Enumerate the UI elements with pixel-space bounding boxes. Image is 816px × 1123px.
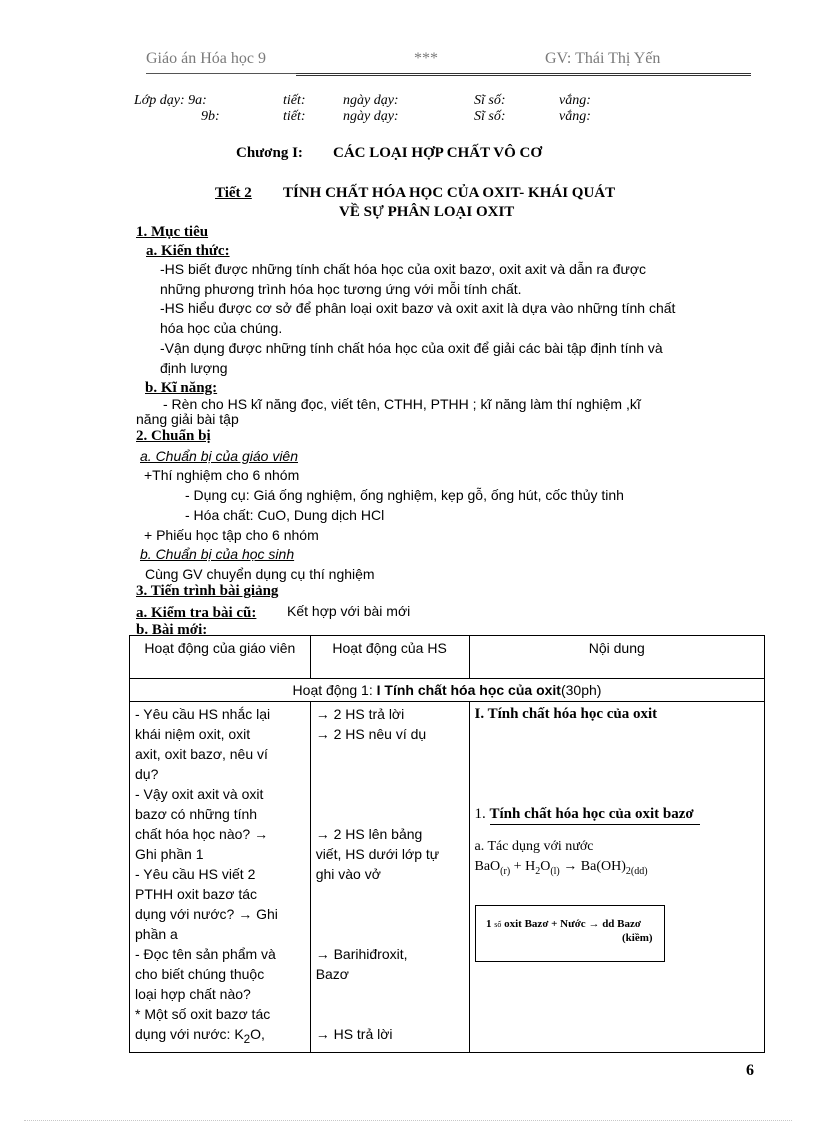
knowledge-line-5: -Vận dụng được những tính chất hóa học của oxit để giải các bài tập định tính và	[160, 340, 663, 356]
hs-line: → Barihiđroxit,	[315, 946, 408, 962]
header-content: Nội dung	[469, 636, 765, 679]
content-spacer	[475, 825, 760, 837]
content-spacer	[475, 724, 760, 804]
content-a-title: a. Tác dụng với nước	[474, 839, 594, 854]
section3-a-title: a. Kiểm tra bài cũ:	[136, 605, 257, 621]
section2-title: 2. Chuẩn bị	[136, 428, 211, 444]
gv-line: - Yêu cầu HS viết 2	[135, 866, 256, 882]
gv-line: dụng với nước? → Ghi	[135, 906, 278, 922]
class-9a-ngay: ngày dạy:	[343, 93, 399, 108]
header-student-activity: Hoạt động của HS	[310, 636, 469, 679]
gv-line: - Yêu cầu HS nhắc lại	[135, 706, 271, 722]
hs-line: → 2 HS trả lời	[315, 706, 405, 722]
gv-line-last: dụng với nước: $K_2O$,	[135, 1026, 265, 1046]
section3-a-text: Kết hợp với bài mới	[287, 603, 411, 619]
lesson-table	[129, 635, 765, 1053]
teacher-prep-2: - Dụng cụ: Giá ống nghiệm, ống nghiệm, kẹp gỗ, ống hút, cốc thủy tinh	[185, 487, 624, 503]
header-left: Giáo án Hóa học 9	[146, 50, 266, 67]
gv-line: axit, oxit bazơ, nêu ví	[135, 746, 268, 762]
hs-spacer	[316, 884, 464, 944]
class-9b-ngay: ngày dạy:	[343, 109, 399, 124]
header-center: ***	[414, 50, 438, 67]
hs-spacer	[316, 744, 464, 824]
section1-a-title: a. Kiến thức:	[146, 243, 230, 259]
student-prep: Cùng GV chuyển dụng cụ thí nghiệm	[145, 566, 375, 582]
gv-line: loại hợp chất nào?	[135, 986, 251, 1002]
knowledge-line-3: -HS hiểu được cơ sở để phân loại oxit bazơ và oxit axit là dựa vào những tính chất	[160, 300, 676, 316]
hs-line: viết, HS dưới lớp tự	[315, 846, 440, 862]
summary-box-line1: 1 số oxit Bazơ + Nước → dd Bazơ	[486, 918, 641, 930]
hs-spacer	[316, 984, 464, 1024]
class-9a-label: Lớp dạy: 9a:	[134, 93, 207, 108]
teacher-activity-cell	[130, 702, 311, 1053]
content-subtitle-1: 1. Tính chất hóa học của oxit bazơ	[475, 804, 760, 825]
hs-line: ghi vào vở	[315, 866, 381, 882]
knowledge-line-6: định lượng	[160, 360, 228, 376]
header-double-rule	[296, 73, 751, 78]
gv-line: * Một số oxit bazơ tác	[135, 1006, 271, 1022]
class-9a-tiet: tiết:	[283, 93, 306, 108]
section2-b-title: b. Chuẩn bị của học sinh	[140, 546, 295, 562]
class-9b-label: 9b:	[201, 109, 220, 124]
class-9a-vang: vắng:	[559, 93, 591, 108]
lesson-label: Tiết 2	[215, 185, 252, 201]
gv-line: khái niệm oxit, oxit	[135, 726, 251, 742]
gv-line: PTHH oxit bazơ tác	[135, 886, 257, 902]
section2-a-title: a. Chuẩn bị của giáo viên	[140, 448, 298, 464]
hs-line: Bazơ	[315, 966, 349, 982]
table-header-row	[130, 636, 765, 679]
student-activity-cell	[310, 702, 469, 1053]
activity-row	[130, 679, 765, 702]
header-right: GV: Thái Thị Yến	[545, 50, 661, 67]
content-title: I. Tính chất hóa học của oxit	[474, 706, 658, 722]
knowledge-line-4: hóa học của chúng.	[160, 320, 283, 336]
chapter-label: Chương I:	[236, 145, 303, 161]
table-row	[130, 702, 765, 1053]
teacher-prep-3: - Hóa chất: CuO, Dung dịch HCl	[185, 507, 385, 523]
lesson-title-line1: TÍNH CHẤT HÓA HỌC CỦA OXIT- KHÁI QUÁT	[283, 185, 616, 201]
teacher-prep-1: +Thí nghiệm cho 6 nhóm	[144, 467, 300, 483]
header-underline-left	[146, 73, 296, 74]
summary-box-line2: (kiềm)	[622, 932, 653, 944]
hs-line: → 2 HS lên bảng	[315, 826, 423, 842]
gv-line: - Đọc tên sản phẩm và	[135, 946, 276, 962]
gv-line: bazơ có những tính	[135, 806, 258, 822]
chapter-title: CÁC LOẠI HỢP CHẤT VÔ CƠ	[333, 145, 543, 161]
reaction-equation: $BaO_{(r)} + H_2O_{(l)} \to Ba(OH)_{2(dd)}$	[474, 859, 648, 877]
section1-b-title: b. Kĩ năng:	[145, 380, 218, 396]
content-cell	[469, 702, 765, 1053]
gv-line: chất hóa học nào? →	[135, 826, 269, 842]
header-teacher-activity: Hoạt động của giáo viên	[130, 636, 311, 679]
skill-line-2: năng giải bài tập	[136, 411, 239, 427]
teacher-prep-4: + Phiếu học tập cho 6 nhóm	[144, 527, 319, 543]
class-9b-vang: vắng:	[559, 109, 591, 124]
knowledge-line-1: -HS biết được những tính chất hóa học của oxit bazơ, oxit axit và dẫn ra được	[160, 261, 647, 277]
class-9b-si-so: Sĩ số:	[474, 109, 506, 124]
gv-line: Ghi phần 1	[135, 846, 204, 862]
gv-line: phần a	[135, 926, 178, 942]
skill-line-1: - Rèn cho HS kĩ năng đọc, viết tên, CTHH, PTHH ; kĩ năng làm thí nghiệm ,kĩ	[163, 396, 641, 412]
hs-line: → 2 HS nêu ví dụ	[315, 726, 427, 742]
gv-line: dụ?	[135, 766, 159, 782]
summary-box	[475, 905, 665, 962]
gv-line: - Vậy oxit axit và oxit	[135, 786, 264, 802]
class-9b-tiet: tiết:	[283, 109, 306, 124]
class-9a-si-so: Sĩ số:	[474, 93, 506, 108]
knowledge-line-2: những phương trình hóa học tương ứng với mỗi tính chất.	[160, 281, 522, 297]
activity-1-title: Hoạt động 1: I Tính chất hóa học của oxit(30ph)	[130, 679, 765, 702]
section3-b-title: b. Bài mới:	[136, 622, 208, 638]
section3-title: 3. Tiến trình bài giảng	[136, 583, 279, 599]
lesson-title-line2: VỀ SỰ PHÂN LOẠI OXIT	[339, 204, 515, 220]
page-number: 6	[746, 1062, 754, 1079]
page-bottom-rule	[24, 1120, 792, 1121]
section1-title: 1. Mục tiêu	[136, 224, 209, 240]
hs-line: → HS trả lời	[315, 1026, 393, 1042]
gv-line: cho biết chúng thuộc	[135, 966, 265, 982]
